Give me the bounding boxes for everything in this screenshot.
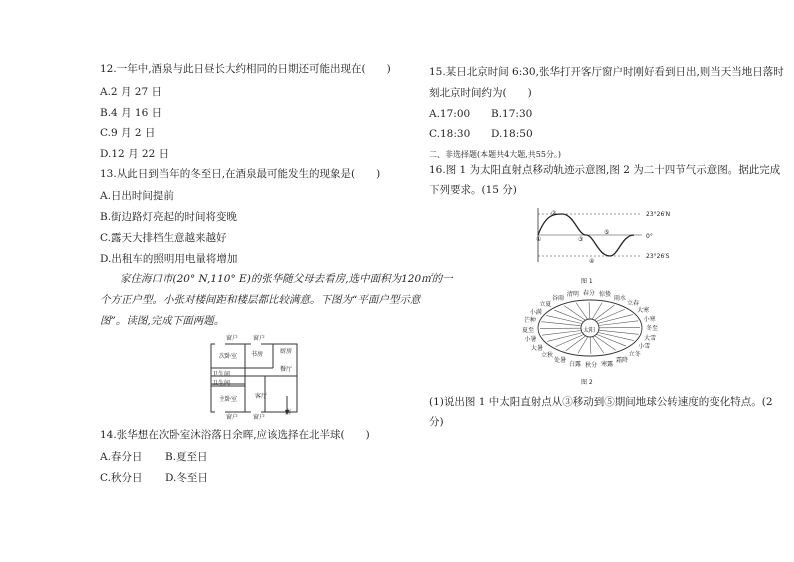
room-master-bedroom: 主卧室 xyxy=(219,396,238,403)
room-restroom: 卫生间 xyxy=(212,371,231,378)
floorplan-window-label: 窗户 xyxy=(253,414,266,421)
q12-option-a: A.2 月 27 日 xyxy=(100,86,162,98)
q16-line-1: 16.图 1 为太阳直射点移动轨迹示意图,图 2 为二十四节气示意图。据此完成 xyxy=(429,164,781,176)
room-restroom: 卫生间 xyxy=(212,380,231,387)
section-heading: 二、非选择题(本题共4大题,共55分。) xyxy=(429,150,562,159)
fig1-lat-south: 23°26′S xyxy=(646,253,670,260)
solar-term-label: 立夏 xyxy=(539,301,552,308)
solar-term-label: 小寒 xyxy=(643,316,656,324)
q15-option-d: D.18:50 xyxy=(491,128,533,140)
solar-term-label: 雨水 xyxy=(614,294,627,302)
fig1-lat-equator: 0° xyxy=(646,233,653,240)
solar-term-label: 寒露 xyxy=(601,360,614,368)
solar-term-label: 大暑 xyxy=(530,344,543,352)
q16-sub1-line-1: (1)说出图 1 中太阳直射点从③移动到⑤期间地球公转速度的变化特点。(2 xyxy=(429,396,773,408)
room-kitchen: 厨房 xyxy=(280,348,293,355)
fig2-caption: 图 2 xyxy=(581,379,593,386)
fig1-lat-north: 23°26′N xyxy=(646,211,671,218)
q12-option-c: C.9 月 2 日 xyxy=(100,127,156,139)
solar-term-label: 谷雨 xyxy=(552,295,565,303)
room-study: 书房 xyxy=(251,351,264,358)
solar-term-label: 清明 xyxy=(566,291,579,299)
solar-term-label: 立秋 xyxy=(540,351,553,359)
q15-option-c: C.18:30 xyxy=(429,128,471,140)
solar-term-label: 夏至 xyxy=(522,326,535,334)
solar-term-label: 小满 xyxy=(529,308,542,316)
q16-line-2: 下列要求。(15 分) xyxy=(429,184,517,196)
fig2-center-sun: 太阳 xyxy=(583,327,596,334)
solar-term-label: 惊蛰 xyxy=(598,291,611,299)
solar-term-label: 秋分 xyxy=(585,361,598,369)
solar-term-ray xyxy=(590,337,591,354)
solar-term-label: 春分 xyxy=(582,290,595,297)
q13-option-b: B.街边路灯亮起的时间将变晚 xyxy=(100,211,238,223)
q14-option-c: C.秋分日 xyxy=(100,472,143,484)
fig1-point-3: ③ xyxy=(578,236,584,243)
fig1-point-1: ① xyxy=(536,236,542,243)
figure-1-sun-path xyxy=(530,204,650,266)
q13-option-d: D.出租车的照明用电量将增加 xyxy=(100,253,238,265)
solar-term-label: 白露 xyxy=(569,360,582,368)
solar-term-label: 立春 xyxy=(627,300,640,308)
south-direction-label: 南 xyxy=(285,409,292,416)
solar-term-label: 立冬 xyxy=(628,350,641,358)
solar-term-label: 霜降 xyxy=(615,356,628,364)
fig1-point-4: ④ xyxy=(589,258,595,265)
q14-stem: 14.张华想在次卧室沐浴落日余晖,应该选择在北半球( ) xyxy=(100,429,370,441)
room-second-bedroom: 次卧室 xyxy=(219,353,238,360)
q14-option-b: B.夏至日 xyxy=(165,451,208,463)
solar-term-label: 大寒 xyxy=(637,307,650,315)
solar-term-ray xyxy=(592,303,602,319)
passage-line-3: 图”。读图,完成下面两题。 xyxy=(100,315,225,327)
passage-line-1: 家住海口市(20° N,110° E)的张华随父母去看房,选中面积为120㎡的一 xyxy=(120,273,453,285)
q15-option-b: B.17:30 xyxy=(491,108,533,120)
floorplan-window-label: 窗户 xyxy=(226,414,239,421)
solar-term-ray xyxy=(546,315,582,323)
q14-option-a: A.春分日 xyxy=(100,451,143,463)
solar-term-label: 小雪 xyxy=(638,343,651,351)
q15-stem-line-2: 刻北京时间约为( ) xyxy=(429,87,532,99)
q13-stem: 13.从此日到当年的冬至日,在酒泉最可能发生的现象是( ) xyxy=(100,168,381,180)
solar-term-ray xyxy=(589,302,590,319)
solar-term-label: 冬至 xyxy=(645,325,658,333)
fig1-caption: 图 1 xyxy=(581,278,593,285)
q16-sub1-line-2: 分) xyxy=(429,416,444,428)
solar-term-label: 芒种 xyxy=(523,317,536,325)
q15-option-a: A.17:00 xyxy=(429,108,471,120)
fig1-point-2: ② xyxy=(551,210,557,217)
floorplan-window-label: 窗户 xyxy=(226,335,239,342)
solar-term-label: 处暑 xyxy=(553,357,566,365)
solar-term-label: 大雪 xyxy=(644,334,657,342)
passage-line-2: 个方正户型。小张对楼间距和楼层都比较满意。下图为“平面户型示意 xyxy=(100,294,421,306)
solar-term-ray xyxy=(598,332,634,340)
solar-term-ray xyxy=(576,303,587,319)
q13-option-c: C.露天大排档生意越来越好 xyxy=(100,232,227,244)
room-living: 客厅 xyxy=(255,393,268,400)
room-dining: 餐厅 xyxy=(280,366,293,373)
floorplan-window-label: 窗户 xyxy=(253,335,266,342)
solar-term-ray xyxy=(578,337,588,353)
solar-term-label: 小暑 xyxy=(524,335,537,343)
q12-option-d: D.12 月 22 日 xyxy=(100,148,170,160)
q13-option-a: A.日出时间提前 xyxy=(100,190,174,202)
fig1-point-5: ⑤ xyxy=(604,229,610,236)
solar-term-ray xyxy=(592,337,603,353)
q15-stem-line-1: 15.某日北京时间 6:30,张华打开客厅窗户时刚好看到日出,则当天当地日落时 xyxy=(429,66,784,78)
q12-stem: 12.一年中,酒泉与此日昼长大约相同的日期还可能出现在( ) xyxy=(100,63,391,75)
q14-option-d: D.冬至日 xyxy=(165,472,208,484)
q12-option-b: B.4 月 16 日 xyxy=(100,107,163,119)
